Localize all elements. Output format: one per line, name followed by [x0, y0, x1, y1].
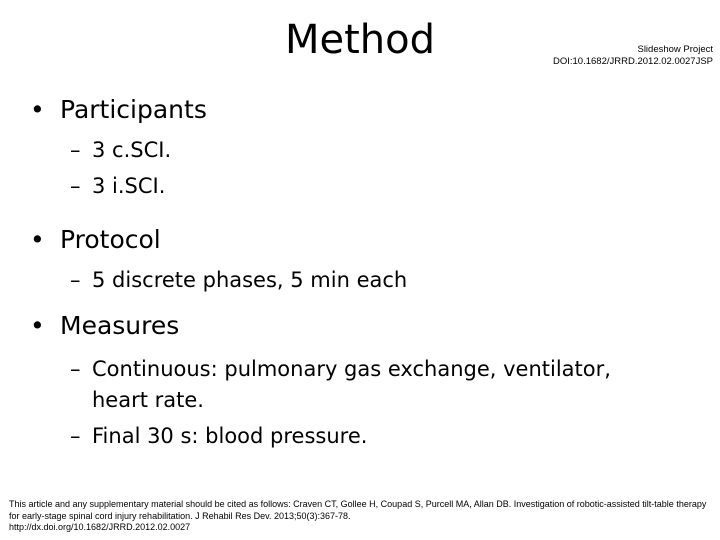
bullet-label: Measures [60, 311, 180, 340]
dash-icon: – [70, 424, 81, 448]
bullet-protocol [30, 218, 690, 262]
citation-text: This article and any supplementary material should be cited as follows: Craven CT, Gollee H, Coupad S, Purcell MA, Allan DB. Investigation of robotic-assisted tilt-table therapy for early-stage spinal cord injury rehabilitation. J Rehabil Res Dev. 2013;50(3):367-78. [9, 499, 707, 521]
citation-footer [9, 499, 709, 534]
project-doi-line: DOI:10.1682/JRRD.2012.02.0027JSP [552, 56, 713, 67]
bullet-dot-icon: • [30, 311, 45, 340]
subitem-label: Continuous: pulmonary gas exchange, ventilator, heart rate. [92, 357, 611, 412]
bullet-label: Protocol [60, 225, 161, 254]
subitem-participants-csci [30, 132, 690, 168]
slide-title: Method [284, 17, 436, 63]
subitem-participants-isci [30, 168, 690, 204]
project-label-line: Slideshow Project [637, 44, 713, 55]
bullet-measures [30, 304, 690, 348]
dash-icon: – [70, 357, 81, 381]
doi-link[interactable]: http://dx.doi.org/10.1682/JRRD.2012.02.0027 [9, 522, 191, 532]
dash-icon: – [70, 138, 81, 162]
subitem-protocol-phases [30, 262, 690, 298]
bullet-dot-icon: • [30, 225, 45, 254]
bullet-dot-icon: • [30, 95, 45, 124]
subitem-label: 3 c.SCI. [92, 138, 172, 162]
subitem-label: 5 discrete phases, 5 min each [92, 268, 408, 292]
subitem-measures-continuous [30, 348, 672, 418]
dash-icon: – [70, 268, 81, 292]
subitem-measures-final [30, 418, 690, 454]
bullet-list [30, 88, 690, 454]
slideshow-project-label [553, 44, 713, 68]
subitem-label: Final 30 s: blood pressure. [92, 424, 368, 448]
bullet-participants [30, 88, 690, 132]
bullet-label: Participants [60, 95, 207, 124]
dash-icon: – [70, 174, 81, 198]
subitem-label: 3 i.SCI. [92, 174, 166, 198]
